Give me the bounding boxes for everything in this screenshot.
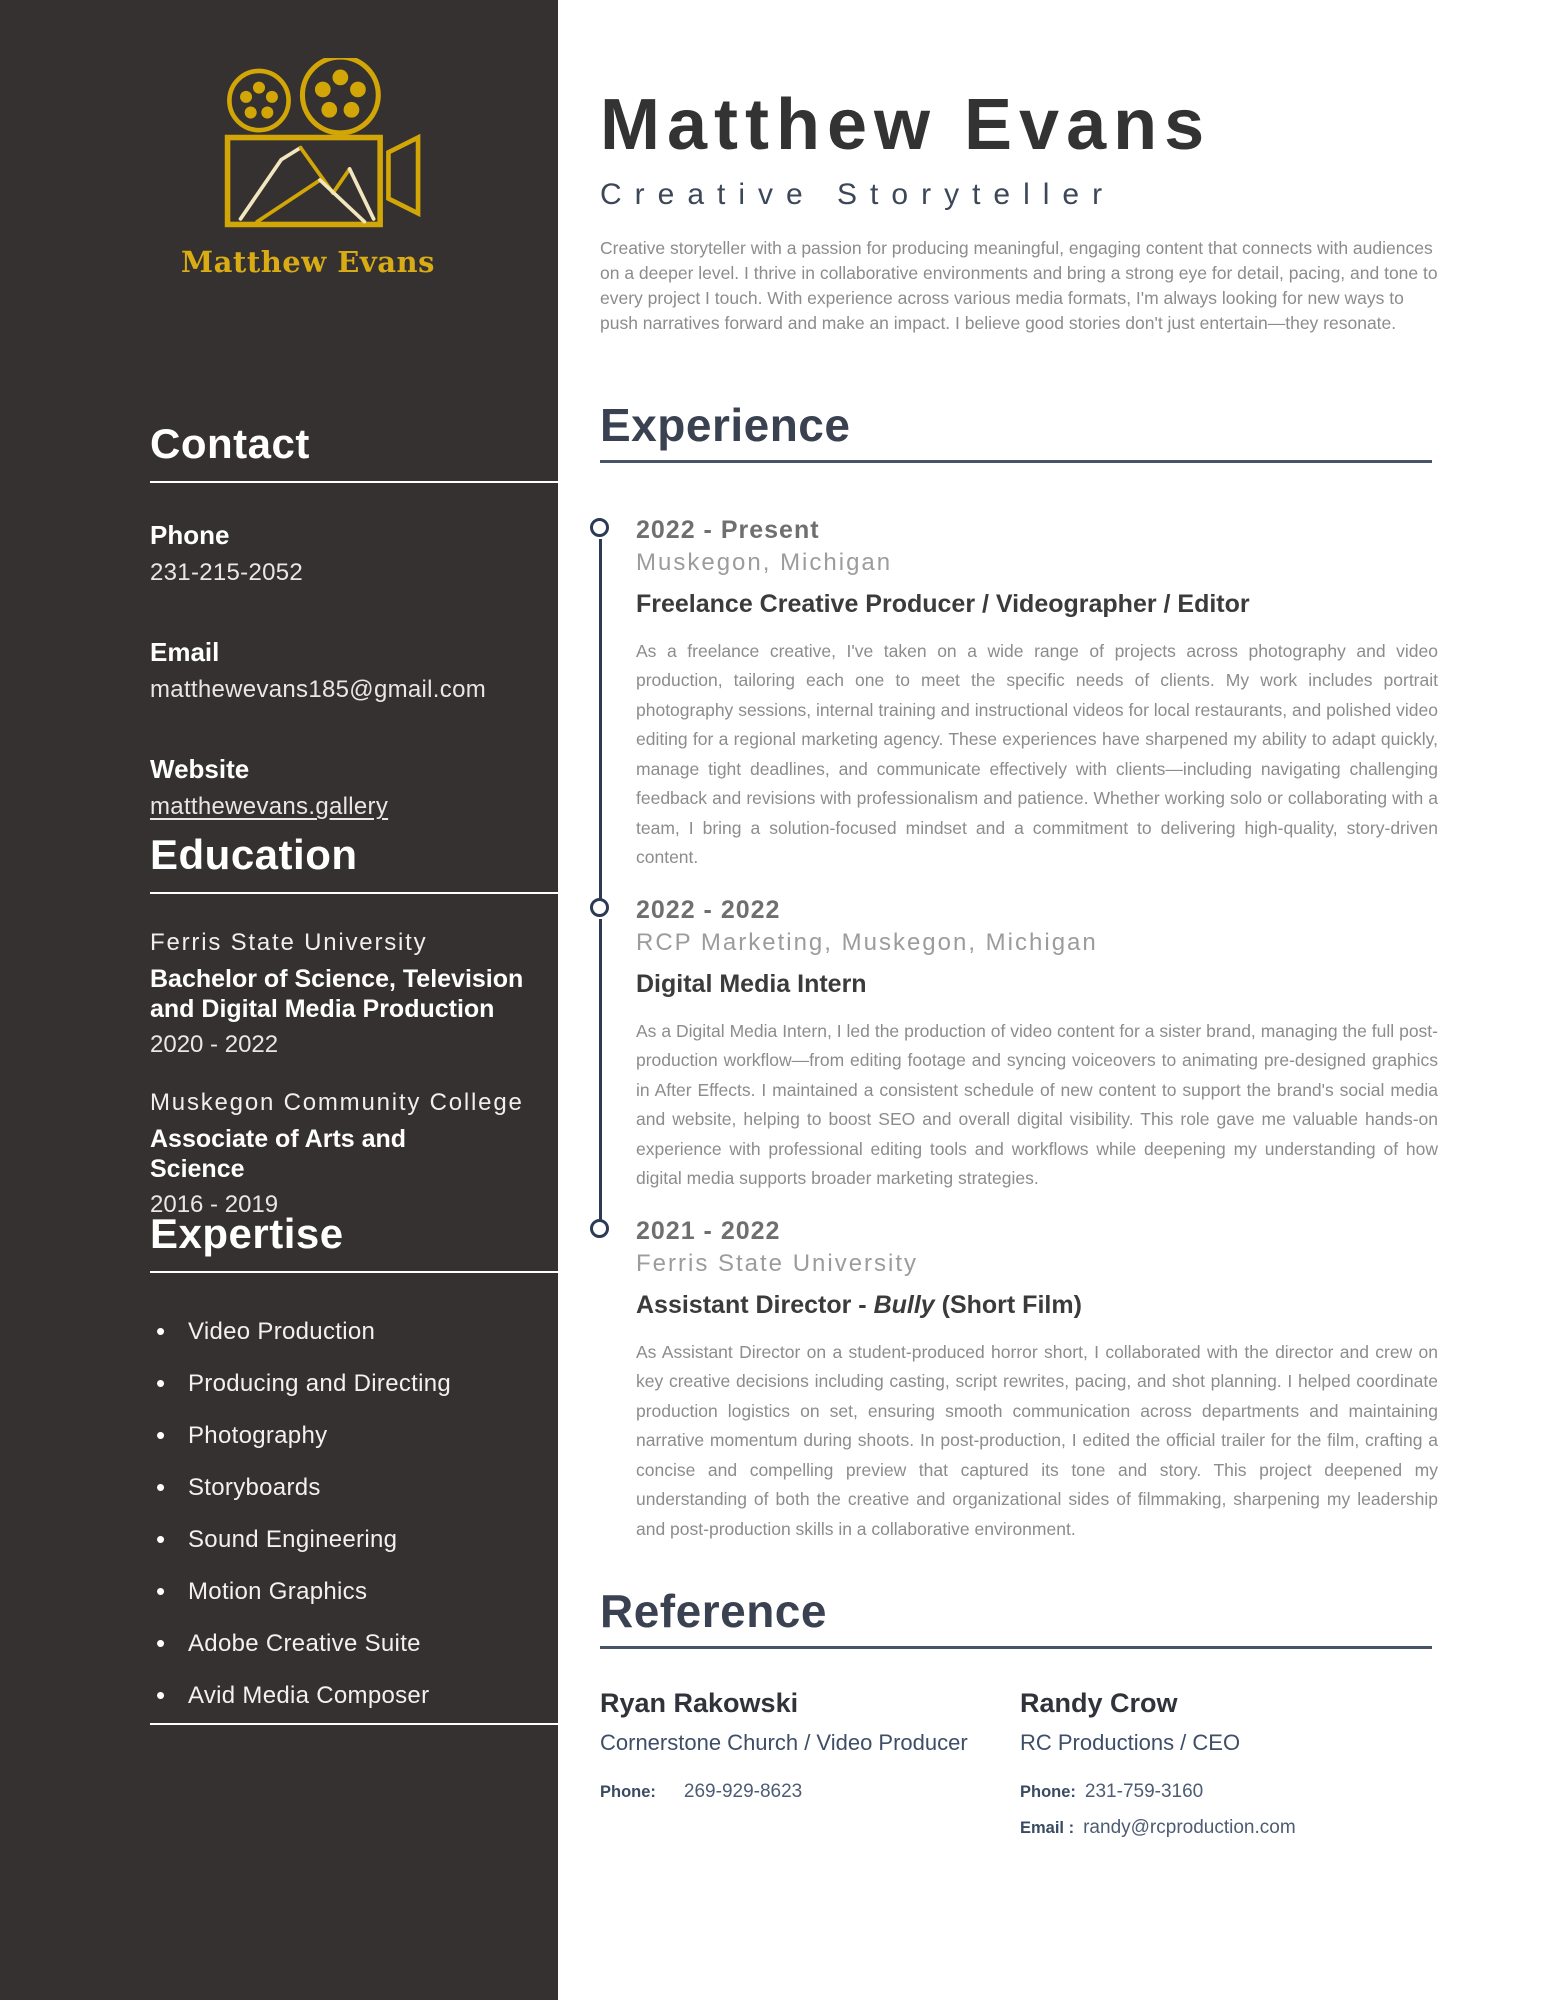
email-value: matthewevans185@gmail.com (150, 676, 487, 704)
main-content (600, 0, 1440, 1839)
contact-heading: Contact (150, 420, 310, 467)
contact-phone (150, 519, 558, 588)
job-title: Creative Storyteller (600, 177, 1116, 211)
entry-description: As a freelance creative, I've taken on a wide range of projects across photography and video production, tailoring each one to meet the specific needs of clients. My work includes portrait photography sessions, internal training and instructional videos for local restaurants, and polished video editing for a regional marketing agency. These experiences have sharpened my ability to adapt quickly, manage tight deadlines, and communicate effectively with clients—including navigating challenging feedback and revisions with professionalism and patience. Whether working solo or collaborating with a team, I bring a solution-focused mindset and a commitment to delivering high-quality, story-driven content. (636, 640, 1438, 868)
reference-phone (1020, 1781, 1440, 1803)
email-label: Email : (1020, 1819, 1075, 1838)
entry-organization: Ferris State University (636, 1249, 919, 1277)
sidebar (0, 0, 558, 2000)
entry-description: As Assistant Director on a student-produced horror short, I collaborated with the director and crew on key creative decisions including casting, script rewrites, pacing, and shot planning. I helped coordinate production logistics on set, ensuring smooth communication across departments and maintaining narrative momentum during shoots. In post-production, I edited the official trailer for the film, crafting a concise and compelling preview that captured its tone and story. This project deepened my understanding of both the creative and organizational sides of filmmaking, sharpening my leadership and post-production skills in a collaborative environment. (636, 1341, 1438, 1539)
phone-label: Phone: (1020, 1783, 1076, 1802)
skill-item: • Adobe Creative Suite (150, 1629, 558, 1659)
sidebar-bottom-divider (150, 1723, 558, 1725)
skill-item: • Video Production (150, 1317, 558, 1347)
entry-organization: Muskegon, Michigan (636, 548, 893, 576)
reference-org: RC Productions / CEO (1020, 1730, 1241, 1756)
education-item (150, 1088, 558, 1220)
education-heading: Education (150, 831, 358, 878)
skill-item: • Motion Graphics (150, 1577, 558, 1607)
logo (168, 58, 448, 279)
phone-value: 269-929-8623 (683, 1781, 803, 1803)
website-link[interactable]: matthewevans.gallery (150, 793, 389, 821)
education-divider (150, 892, 558, 894)
school-name: Ferris State University (150, 929, 428, 957)
education-years: 2020 - 2022 (150, 1031, 279, 1059)
entry-dates: 2022 - 2022 (636, 895, 781, 924)
page-title: Matthew Evans (600, 85, 1212, 165)
phone-label: Phone (150, 520, 230, 551)
experience-entry (636, 1216, 1440, 1567)
reference-card (1020, 1687, 1440, 1839)
experience-entry (636, 515, 1440, 895)
phone-label: Phone: (600, 1783, 656, 1802)
website-label: Website (150, 754, 250, 785)
reference-email (1020, 1817, 1440, 1839)
education-years: 2016 - 2019 (150, 1191, 279, 1219)
degree-name: Associate of Arts and Science (150, 1125, 407, 1184)
entry-role: Digital Media Intern (636, 969, 867, 998)
skill-item: • Storyboards (150, 1473, 558, 1503)
contact-email (150, 636, 558, 705)
profile-summary: Creative storyteller with a passion for producing meaningful, engaging content that connects with audiences on a deeper level. I thrive in collaborative environments and bring a strong eye for detail, pacing, and tone to every project I touch. With experience across various media formats, I'm always looking for new ways to push narratives forward and make an impact. I believe good stories don't just entertain—they resonate. (600, 237, 1438, 333)
logo-brand-text: Matthew Evans (181, 245, 435, 279)
reference-org: Cornerstone Church / Video Producer (600, 1730, 968, 1756)
email-value: randy@rcproduction.com (1083, 1817, 1296, 1839)
experience-heading: Experience (600, 398, 851, 451)
film-camera-logo-icon (192, 217, 424, 234)
phone-value: 231-759-3160 (1084, 1781, 1204, 1803)
reference-card (600, 1687, 1020, 1839)
entry-description: As a Digital Media Intern, I led the production of video content for a sister brand, managing the full post-production workflow—from editing footage and syncing voiceovers to animating pre-designed graphics in After Effects. I maintained a consistent schedule of new content to support the brand's social media and website, helping to boost SEO and overall digital visibility. This role gave me valuable hands-on experience with professional editing tools and workflows while deepening my understanding of how digital media supports broader marketing strategies. (636, 1020, 1438, 1189)
skill-item: • Avid Media Composer (150, 1681, 558, 1711)
contact-section (150, 422, 558, 822)
contact-divider (150, 481, 558, 483)
expertise-heading: Expertise (150, 1210, 344, 1257)
experience-divider (600, 460, 1432, 463)
degree-name: Bachelor of Science, Television and Digital Media Production (150, 965, 524, 1024)
education-item (150, 928, 558, 1060)
entry-dates: 2022 - Present (636, 515, 820, 544)
school-name: Muskegon Community College (150, 1089, 524, 1117)
experience-timeline (600, 515, 1440, 1567)
reference-name: Randy Crow (1020, 1688, 1178, 1719)
reference-phone (600, 1781, 1020, 1803)
contact-website (150, 753, 558, 822)
phone-value: 231-215-2052 (150, 559, 304, 587)
reference-list (600, 1687, 1440, 1839)
expertise-divider (150, 1271, 558, 1273)
education-section (150, 833, 558, 1220)
skill-item: • Photography (150, 1421, 558, 1451)
entry-dates: 2021 - 2022 (636, 1216, 781, 1245)
entry-organization: RCP Marketing, Muskegon, Michigan (636, 928, 1098, 956)
skill-item: • Sound Engineering (150, 1525, 558, 1555)
reference-heading: Reference (600, 1585, 827, 1638)
email-label: Email (150, 637, 220, 668)
skill-list (150, 1317, 558, 1711)
reference-name: Ryan Rakowski (600, 1688, 799, 1719)
skill-item: • Producing and Directing (150, 1369, 558, 1399)
entry-role: Assistant Director - Bully (Short Film) (636, 1290, 1082, 1319)
expertise-section (150, 1212, 558, 1733)
entry-role: Freelance Creative Producer / Videographer / Editor (636, 589, 1250, 618)
reference-divider (600, 1646, 1432, 1649)
experience-entry (636, 895, 1440, 1216)
